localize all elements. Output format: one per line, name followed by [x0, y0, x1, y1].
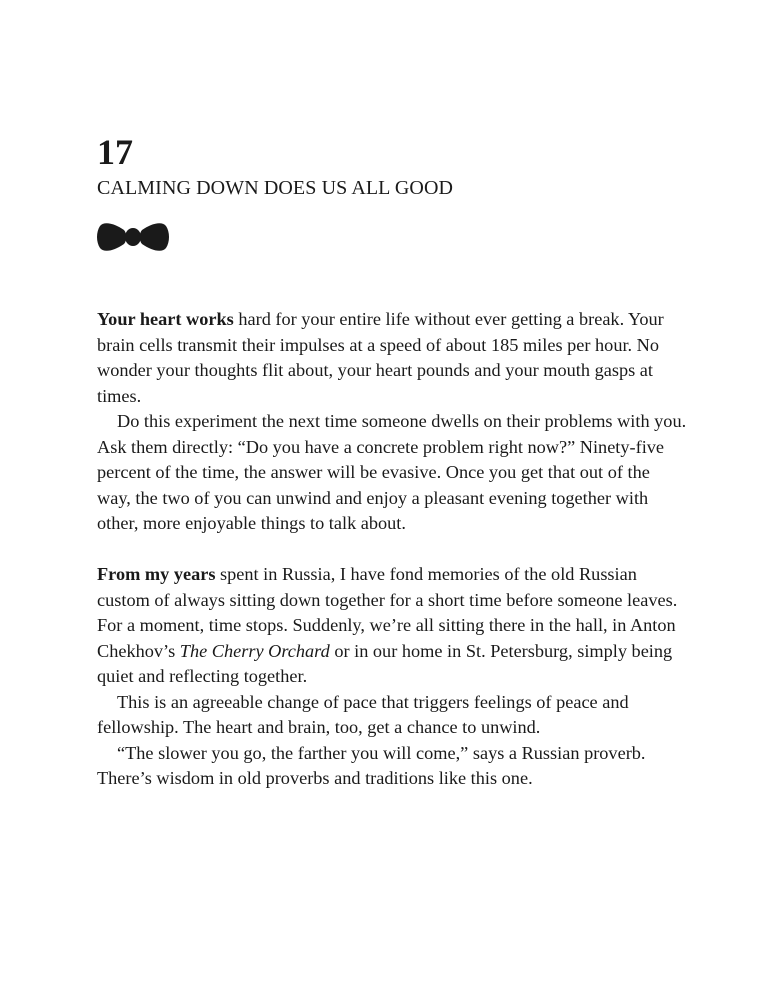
section-2-lead: From my years	[97, 564, 216, 584]
chapter-title: CALMING DOWN DOES US ALL GOOD	[97, 177, 454, 199]
section-1-paragraph-1	[97, 307, 687, 409]
section-2-paragraph-1	[97, 562, 687, 690]
section-1-lead: Your heart works	[97, 309, 234, 329]
chapter-number: 17	[97, 132, 133, 172]
section-2-paragraph-3: “The slower you go, the farther you will come,” says a Russian proverb. There’s wisdom in old proverbs and traditions like this one.	[97, 742, 646, 788]
section-2-paragraph-1-text-a: spent in Russia, I have fond memories of the old Russian custom of always sitting down together for a short time before someone leaves. For a moment, time stops. Suddenly, we’re all sitting there in the hall, in Anton Chekhov’s	[97, 564, 678, 661]
section-1-paragraph-1-text: hard for your entire life without ever getting a break. Your brain cells transmit their impulses at a speed of about 185 miles per hour. No wonder your thoughts flit about, your heart pounds and your mouth gasps at times.	[97, 309, 664, 406]
section-2-paragraph-1-text-b: or in our home in St. Petersburg, simply being quiet and reflecting together.	[97, 640, 673, 686]
chapter-body	[97, 307, 687, 792]
book-title-reference: The Cherry Orchard	[179, 640, 330, 661]
bowtie-icon	[96, 219, 170, 255]
section-1-paragraph-2: Do this experiment the next time someone dwells on their problems with you. Ask them directly: “Do you have a concrete problem right now?” Ninety-five percent of the time, the answer will be evasive. Once you get that out of the way, the two of you can unwind and enjoy a pleasant evening together with other, more enjoyable things to talk about.	[97, 411, 687, 533]
section-2-paragraph-2: This is an agreeable change of pace that triggers feelings of peace and fellowship. The heart and brain, too, get a chance to unwind.	[97, 691, 629, 737]
